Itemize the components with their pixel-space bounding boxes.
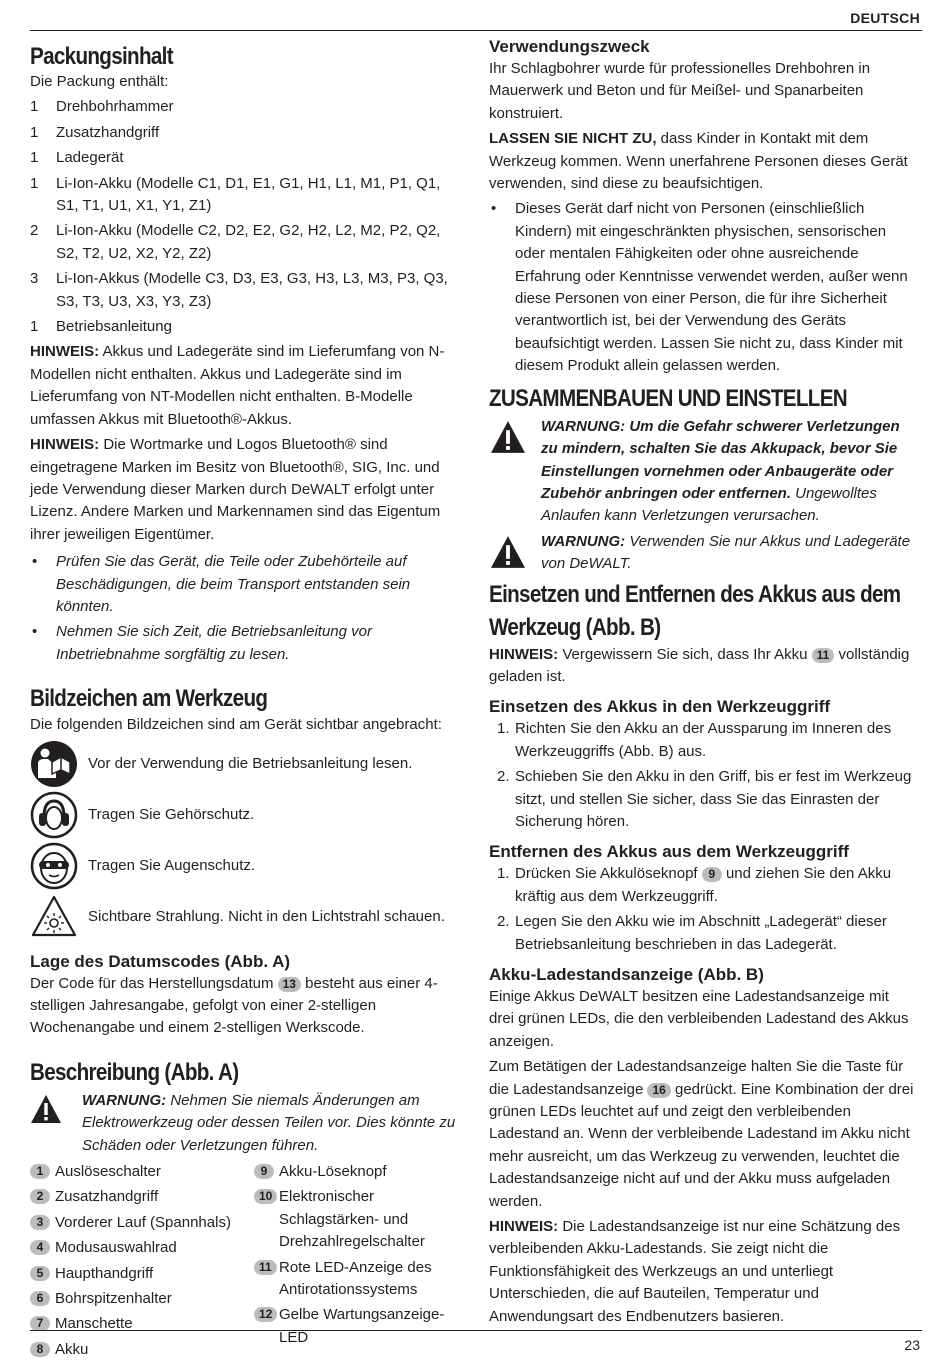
eye-protection-icon xyxy=(30,842,78,890)
left-column xyxy=(30,36,466,1364)
ear-protection-icon xyxy=(30,791,78,839)
language-label: DEUTSCH xyxy=(850,10,920,26)
fuel-p1: Einige Akkus DeWALT besitzen eine Ladestandsanzeige mit drei grünen LEDs, die den verbleibenden Ladestand des Akkus anzeigen. xyxy=(489,988,909,1050)
part-item: 2 Zusatzhandgriff xyxy=(30,1186,254,1208)
symbols-list xyxy=(30,739,466,943)
page-header xyxy=(30,8,922,31)
callout-badge: 16 xyxy=(647,1083,670,1098)
list-item: 3 Li-Ion-Akkus (Modelle C3, D3, E3, G3, H3, L3, M3, P3, Q3, S3, T3, U3, X3, Y3, Z3) xyxy=(30,270,448,310)
page-number: 23 xyxy=(904,1337,920,1353)
battery-title: Einsetzen und Entfernen des Akkus aus dem Werkzeug (Abb. B) xyxy=(489,580,901,641)
list-item: • Dieses Gerät darf nicht von Personen (einschließlich Kindern) mit eingeschränkten physischen, sensorischen oder mentalen Fähigkeiten oder ohne ausreichende Erfahrung oder Kenntnisse verwendet werden, außer wenn diese Personen von einer Person, die für ihre Sicherheit verantwortlich ist, bei der Verwendung des Geräts beaufsichtigt werden. Lassen Sie nicht zu, dass Kinder mit diesem Produkt allein gelassen werden. xyxy=(491,200,908,375)
callout-badge: 4 xyxy=(30,1240,50,1255)
part-item: 8 Akku xyxy=(30,1339,254,1361)
insert-steps xyxy=(489,718,917,833)
symbols-title: Bildzeichen am Werkzeug xyxy=(30,685,268,713)
warning-icon xyxy=(30,1094,62,1124)
symbols-intro: Die folgenden Bildzeichen sind am Gerät sichtbar angebracht: xyxy=(30,716,442,734)
list-item: 1 Drehbohrhammer xyxy=(30,98,174,116)
assembly-title: ZUSAMMENBAUEN UND EINSTELLEN xyxy=(489,384,848,412)
purpose-title: Verwendungszweck xyxy=(489,37,650,56)
callout-badge: 3 xyxy=(30,1215,50,1230)
parts-list xyxy=(30,1161,466,1364)
read-manual-icon xyxy=(30,740,78,788)
package-note-2: HINWEIS: Die Wortmarke und Logos Bluetooth® sind eingetragene Marken im Besitz von Bluetooth®, SIG, Inc. und jede Verwendung dieser Marken durch DeWALT erfolgt unter Lizenz. Andere Marken und Markennamen sind das Eigentum ihrer jeweiligen Eigentümer. xyxy=(30,436,441,543)
remove-title: Entfernen des Akkus aus dem Werkzeuggriff xyxy=(489,842,849,862)
symbol-text: Sichtbare Strahlung. Nicht in den Lichtstrahl schauen. xyxy=(88,907,445,925)
insert-title: Einsetzen des Akkus in den Werkzeuggriff xyxy=(489,697,831,717)
list-item: 1. Drücken Sie Akkulöseknopf 9 und ziehen Sie den Akku kräftig aus dem Werkzeuggriff. xyxy=(497,865,892,905)
list-item: • Prüfen Sie das Gerät, die Teile oder Zubehörteile auf Beschädigungen, die beim Transport entstanden sein könnten. xyxy=(32,553,411,615)
callout-badge: 6 xyxy=(30,1291,50,1306)
right-column xyxy=(489,36,917,1328)
package-title: Packungsinhalt xyxy=(30,43,173,70)
callout-badge: 13 xyxy=(278,977,301,992)
purpose-children: LASSEN SIE NICHT ZU, dass Kinder in Kontakt mit dem Werkzeug kommen. Wenn unerfahrene Personen dieses Gerät verwenden, sind diese zu beaufsichtigen. xyxy=(489,130,908,193)
warning-icon xyxy=(489,535,527,569)
symbol-row xyxy=(30,892,466,943)
list-item: 1 Ladegerät xyxy=(30,149,124,167)
description-warning: WARNUNG: Nehmen Sie niemals Änderungen am Elektrowerkzeug oder dessen Teilen vor. Dies könnte zu Schäden oder Verletzungen führen. xyxy=(30,1090,466,1157)
list-item: 1. Richten Sie den Akku an der Aussparung im Inneren des Werkzeuggriffs (Abb. B) aus. xyxy=(497,720,892,760)
datecode-text: Der Code für das Herstellungsdatum 13 besteht aus einer 4-stelligen Jahresangabe, gefolgt von einer 2-stelligen Wochenangabe und einem 2-stelligen Werkscode. xyxy=(30,974,438,1037)
package-intro: Die Packung enthält: xyxy=(30,73,169,90)
callout-badge: 7 xyxy=(30,1316,50,1331)
package-bullets xyxy=(30,551,466,666)
visible-radiation-icon xyxy=(30,893,78,941)
list-item: 1 Betriebsanleitung xyxy=(30,318,172,336)
list-item: 2. Legen Sie den Akku wie im Abschnitt „Ladegerät“ dieser Betriebsanleitung beschrieben in das Ladegerät. xyxy=(497,913,887,953)
part-item: 10 Elektronischer Schlagstärken- und Drehzahlregelschalter xyxy=(254,1186,466,1253)
callout-badge: 1 xyxy=(30,1164,50,1179)
callout-badge: 11 xyxy=(254,1260,277,1275)
description-title: Beschreibung (Abb. A) xyxy=(30,1058,239,1086)
datecode-title: Lage des Datumscodes (Abb. A) xyxy=(30,951,291,971)
callout-badge: 12 xyxy=(254,1307,277,1322)
purpose-bullets xyxy=(489,198,917,377)
purpose-text: Ihr Schlagbohrer wurde für professionelles Drehbohren in Mauerwerk und Beton und für Meißel- und Spanarbeiten konstruiert. xyxy=(489,60,871,122)
symbol-text: Tragen Sie Gehörschutz. xyxy=(88,805,255,823)
callout-badge: 9 xyxy=(702,867,722,882)
part-item: 1 Auslöseschalter xyxy=(30,1161,254,1183)
package-note-1: HINWEIS: Akkus und Ladegeräte sind im Lieferumfang von N-Modellen nicht enthalten. Akkus und Ladegeräte sind im Lieferumfang von NT-Modellen nicht enthalten. B-Modelle umfassen Akkus mit Bluetooth®-Akkus. xyxy=(30,343,445,428)
part-item: 7 Manschette xyxy=(30,1313,254,1335)
callout-badge: 11 xyxy=(812,648,835,663)
list-item: • Nehmen Sie sich Zeit, die Betriebsanleitung vor Inbetriebnahme sorgfältig zu lesen. xyxy=(32,623,372,663)
list-item: 2. Schieben Sie den Akku in den Griff, bis er fest im Werkzeug sitzt, und stellen Sie sicher, dass Sie das Einrasten der Sicherung hören. xyxy=(497,768,912,830)
part-item: 11 Rote LED-Anzeige des Antirotationssystems xyxy=(254,1257,466,1302)
part-item: 12 Gelbe Wartungsanzeige-LED xyxy=(254,1304,466,1349)
assembly-warning-1: WARNUNG: Um die Gefahr schwerer Verletzungen zu mindern, schalten Sie das Akkupack, bevor Sie Einstellungen vornehmen oder Anbaugeräte oder Zubehör anbringen oder entfernen. Ungewolltes Anlaufen kann Verletzungen verursachen. xyxy=(489,416,917,528)
battery-note: HINWEIS: Vergewissern Sie sich, dass Ihr Akku 11 vollständig geladen ist. xyxy=(489,645,910,685)
part-item: 3 Vorderer Lauf (Spannhals) xyxy=(30,1212,254,1234)
part-item: 6 Bohrspitzenhalter xyxy=(30,1288,254,1310)
callout-badge: 2 xyxy=(30,1189,50,1204)
part-item: 9 Akku-Löseknopf xyxy=(254,1161,466,1183)
callout-badge: 9 xyxy=(254,1164,274,1179)
symbol-row xyxy=(30,739,466,790)
callout-badge: 8 xyxy=(30,1342,50,1357)
parts-column-right xyxy=(254,1161,466,1364)
part-item: 4 Modusauswahlrad xyxy=(30,1237,254,1259)
warning-icon xyxy=(489,420,527,454)
fuel-title: Akku-Ladestandsanzeige (Abb. B) xyxy=(489,965,764,984)
list-item: 2 Li-Ion-Akku (Modelle C2, D2, E2, G2, H2, L2, M2, P2, Q2, S2, T2, U2, X2, Y2, Z2) xyxy=(30,222,441,262)
remove-steps xyxy=(489,863,917,956)
package-list xyxy=(30,96,466,338)
symbol-row xyxy=(30,790,466,841)
list-item: 1 Li-Ion-Akku (Modelle C1, D1, E1, G1, H1, L1, M1, P1, Q1, S1, T1, U1, X1, Y1, Z1) xyxy=(30,174,441,215)
symbol-row xyxy=(30,841,466,892)
assembly-warning-2: WARNUNG: Verwenden Sie nur Akkus und Ladegeräte von DeWALT. xyxy=(489,531,917,576)
callout-badge: 5 xyxy=(30,1266,50,1281)
fuel-p2: Zum Betätigen der Ladestandsanzeige halten Sie die Taste für die Ladestandsanzeige 16 gedrückt. Eine Kombination der drei grünen LEDs leuchtet auf und zeigt den verbleibenden Ladestand an. Wenn der verbleibende Ladestand im Akku nicht mehr ausreicht, um das Werkzeug zu verwenden, leuchtet die Ladestandsanzeige nicht auf und der Akku muss aufgeladen werden. xyxy=(489,1058,914,1210)
fuel-note: HINWEIS: Die Ladestandsanzeige ist nur eine Schätzung des verbleibenden Akku-Ladestands. Sie zeigt nicht die Funktionsfähigkeit des Werkzeugs an und unterliegt Unterschieden, die auf Bauteilen, Temperatur und Anwendungsart des Endbenutzers basieren. xyxy=(489,1218,901,1325)
callout-badge: 10 xyxy=(254,1189,277,1204)
parts-column-left xyxy=(30,1161,254,1364)
list-item: 1 Zusatzhandgriff xyxy=(30,123,160,141)
part-item: 5 Haupthandgriff xyxy=(30,1263,254,1285)
symbol-text: Vor der Verwendung die Betriebsanleitung lesen. xyxy=(88,754,413,772)
symbol-text: Tragen Sie Augenschutz. xyxy=(88,856,256,874)
